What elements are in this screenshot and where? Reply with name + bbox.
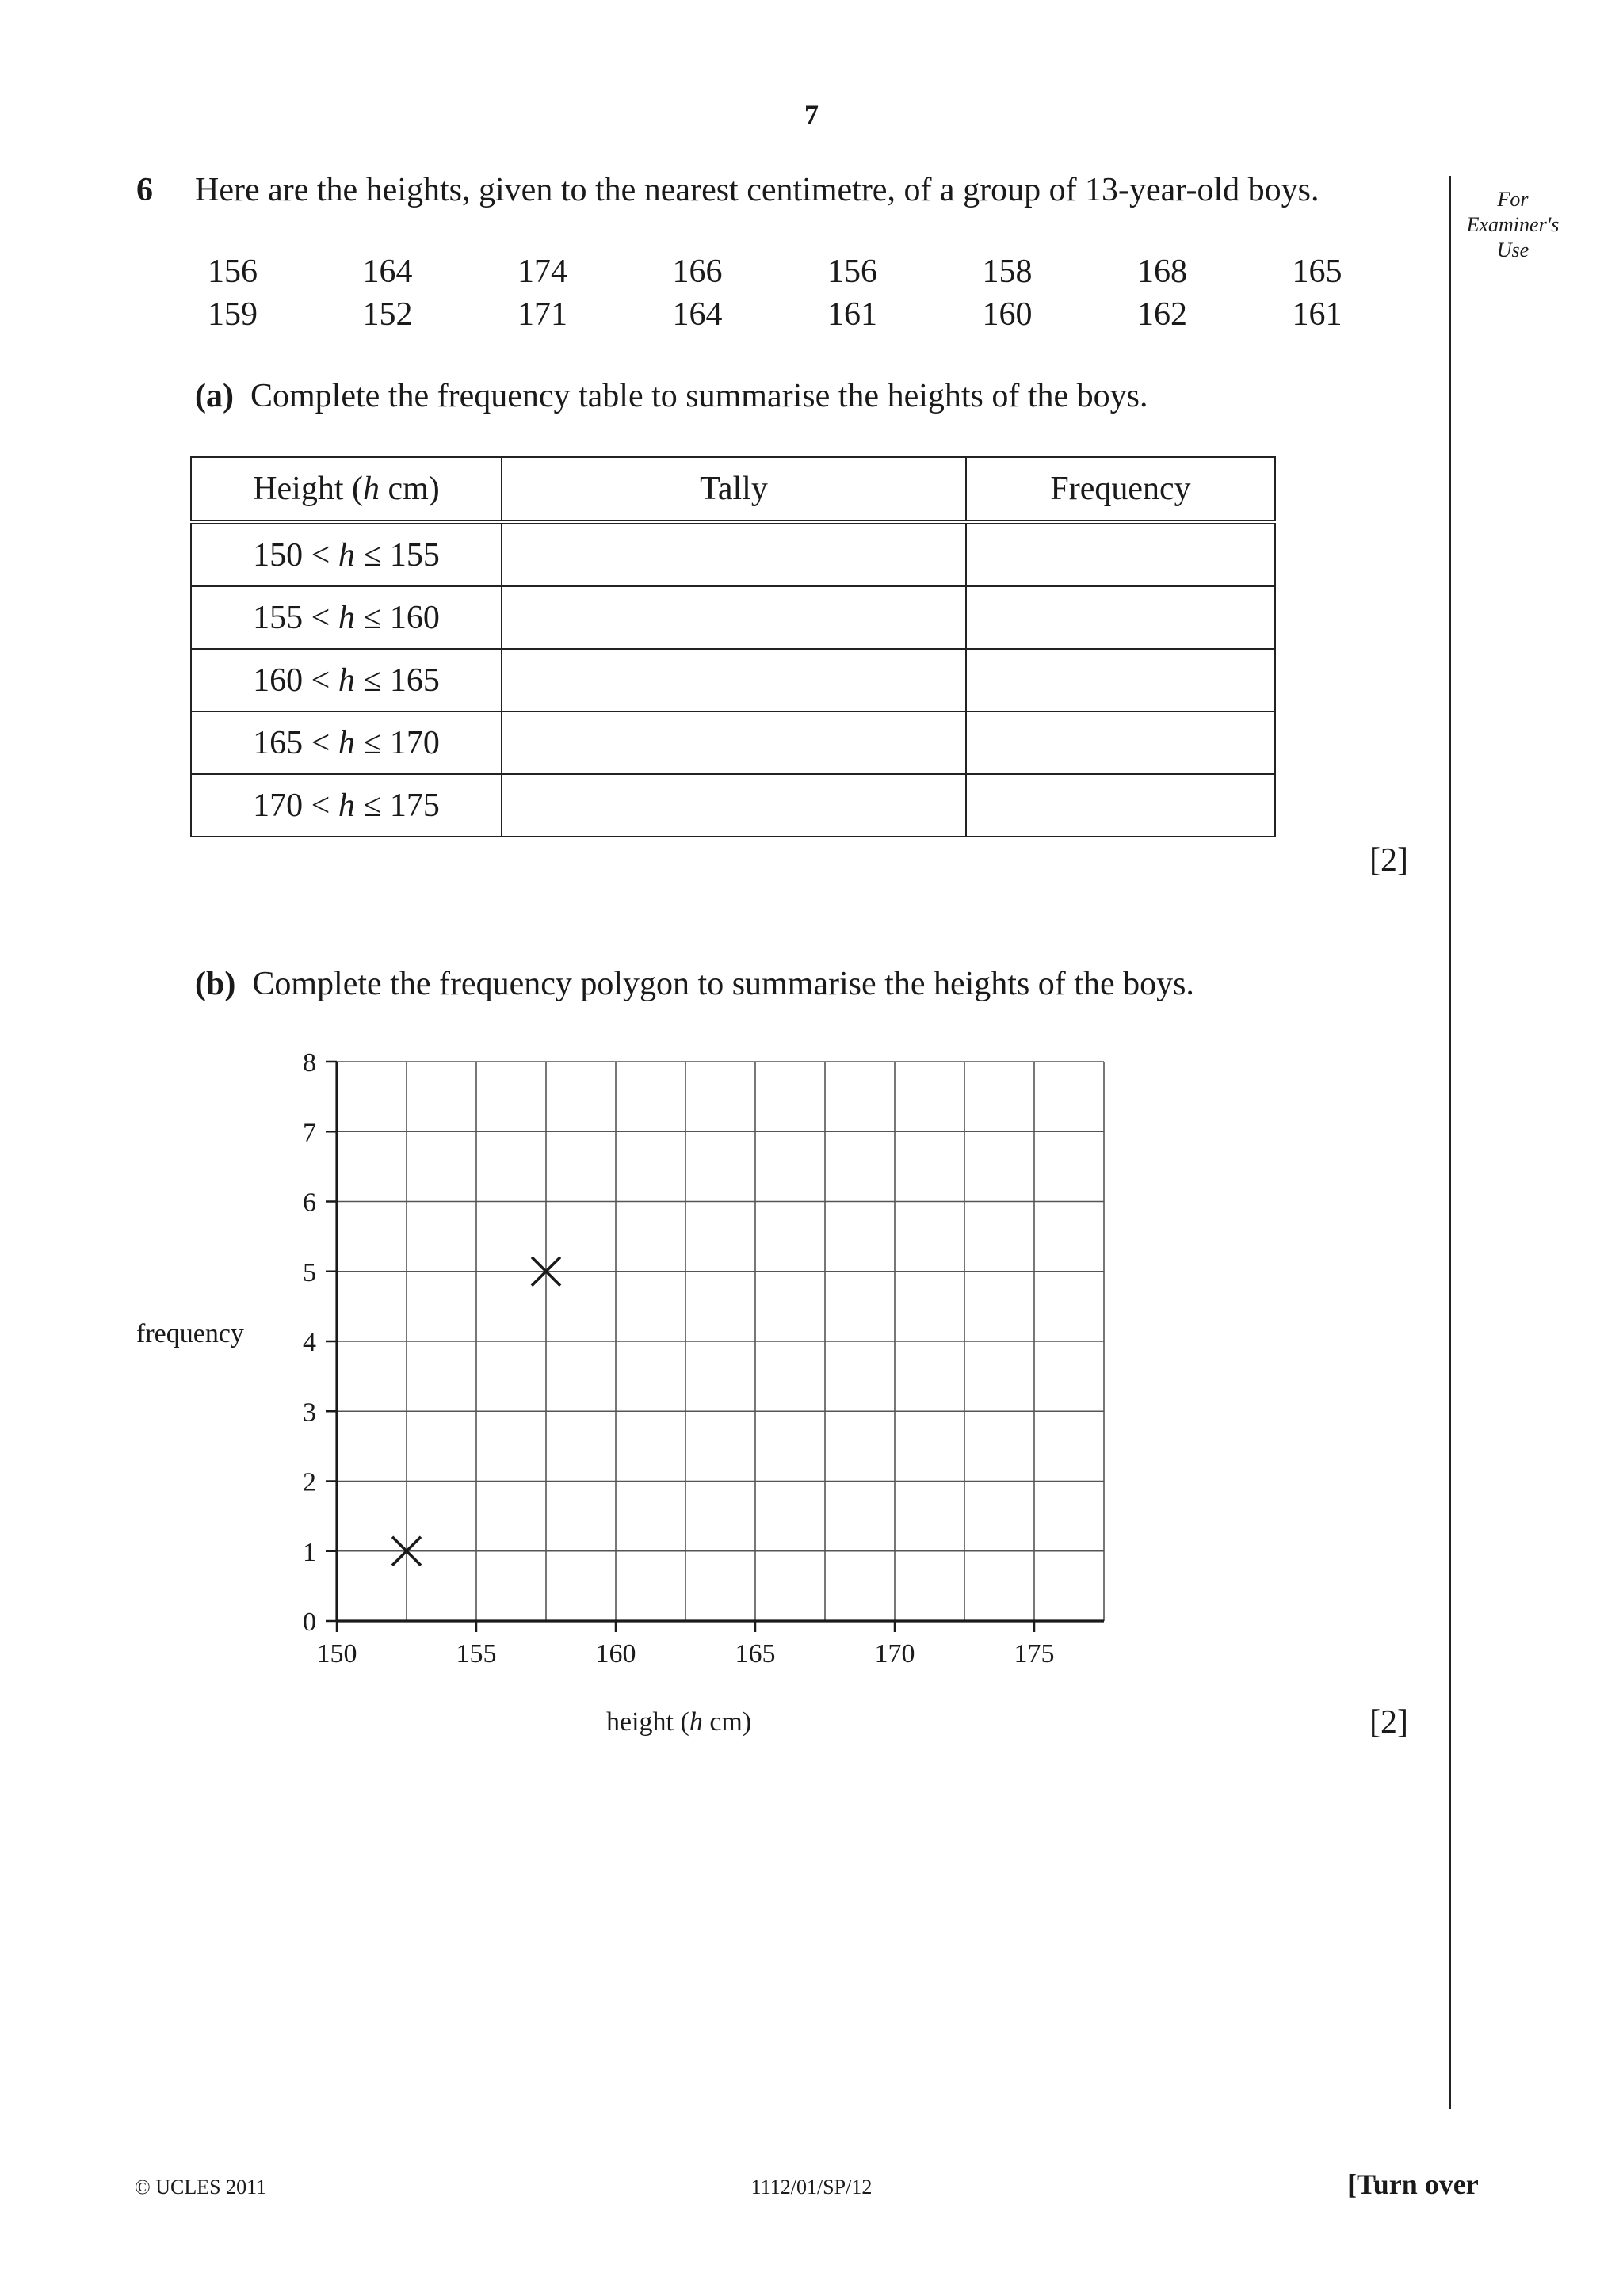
y-tick-label: 3 — [303, 1398, 316, 1428]
height-interval: 160 < h ≤ 165 — [191, 649, 502, 711]
cross-stroke — [532, 1257, 560, 1286]
footer-copyright: © UCLES 2011 — [135, 2176, 267, 2199]
height-value: 174 — [517, 254, 567, 290]
height-value: 160 — [982, 296, 1033, 333]
chart-ticks — [303, 1048, 1055, 1669]
turn-over: [Turn over — [1347, 2168, 1479, 2200]
y-tick-label: 4 — [303, 1328, 316, 1357]
tally-cell[interactable] — [502, 774, 966, 837]
part-a-marks: [2] — [1369, 842, 1408, 879]
table-row — [191, 774, 1275, 837]
header-tally: Tally — [502, 457, 966, 522]
height-value: 161 — [827, 296, 877, 333]
table-row — [191, 649, 1275, 711]
header-height: Height (h cm) — [191, 457, 502, 522]
height-value: 156 — [827, 254, 877, 290]
height-value: 159 — [208, 296, 258, 333]
height-value: 158 — [982, 254, 1033, 290]
chart-axes — [336, 1062, 1104, 1622]
frequency-input[interactable] — [967, 712, 1274, 773]
frequency-cell[interactable] — [966, 522, 1275, 586]
height-value: 162 — [1137, 296, 1187, 333]
height-value: 161 — [1292, 296, 1342, 333]
question-intro: Here are the heights, given to the nearest centimetre, of a group of 13-year-old boys. — [195, 172, 1319, 208]
table-row — [191, 586, 1275, 649]
y-tick-label: 0 — [303, 1608, 316, 1637]
chart-points — [392, 1257, 560, 1566]
frequency-cell[interactable] — [966, 586, 1275, 649]
frequency-table — [190, 456, 1276, 837]
y-tick-label: 1 — [303, 1537, 316, 1567]
tally-cell[interactable] — [502, 586, 966, 649]
tally-cell[interactable] — [502, 711, 966, 774]
y-tick-label: 2 — [303, 1467, 316, 1497]
x-tick-label: 150 — [316, 1639, 357, 1669]
plotted-cross-point — [532, 1257, 560, 1286]
part-b-marks: [2] — [1369, 1704, 1408, 1741]
height-value: 156 — [208, 254, 258, 290]
examiner-use-note: For Examiner's Use — [1466, 188, 1560, 261]
height-value: 166 — [672, 254, 723, 290]
frequency-cell[interactable] — [966, 774, 1275, 837]
plotted-cross-point — [392, 1537, 421, 1566]
height-interval: 170 < h ≤ 175 — [191, 774, 502, 837]
tally-input[interactable] — [502, 775, 965, 836]
frequency-input[interactable] — [967, 524, 1274, 585]
part-b-instruction — [195, 965, 1194, 1003]
part-b-label: (b) — [195, 966, 236, 1002]
height-value: 164 — [672, 296, 723, 333]
tally-input[interactable] — [502, 712, 965, 773]
height-value: 165 — [1292, 254, 1342, 290]
y-tick-label: 5 — [303, 1257, 316, 1287]
y-tick-label: 7 — [303, 1118, 316, 1148]
frequency-input[interactable] — [967, 650, 1274, 711]
y-tick-label: 8 — [303, 1048, 316, 1077]
part-a-instruction — [195, 377, 1148, 415]
cross-stroke — [392, 1537, 421, 1566]
height-interval: 150 < h ≤ 155 — [191, 522, 502, 586]
part-a-label: (a) — [195, 378, 234, 414]
question-number: 6 — [136, 172, 153, 208]
part-b-text: Complete the frequency polygon to summarise the heights of the boys. — [252, 966, 1194, 1002]
part-a-text: Complete the frequency table to summarise the heights of the boys. — [250, 378, 1148, 414]
tally-input[interactable] — [502, 524, 965, 585]
frequency-input[interactable] — [967, 587, 1274, 648]
y-tick-label: 6 — [303, 1188, 316, 1218]
table-row — [191, 711, 1275, 774]
tally-cell[interactable] — [502, 649, 966, 711]
frequency-cell[interactable] — [966, 649, 1275, 711]
height-value: 171 — [517, 296, 567, 333]
x-tick-label: 160 — [595, 1639, 636, 1669]
page-number: 7 — [804, 99, 819, 131]
x-axis-label: height (h cm) — [606, 1707, 752, 1737]
height-interval: 165 < h ≤ 170 — [191, 711, 502, 774]
tally-input[interactable] — [502, 587, 965, 648]
tally-cell[interactable] — [502, 522, 966, 586]
heights-data — [208, 252, 1381, 334]
x-tick-label: 155 — [456, 1639, 497, 1669]
y-axis-label: frequency — [136, 1319, 244, 1348]
x-tick-label: 165 — [735, 1639, 776, 1669]
chart-grid — [337, 1062, 1104, 1621]
margin-rule — [1449, 176, 1451, 2109]
footer-code: 1112/01/SP/12 — [750, 2176, 873, 2199]
height-interval: 155 < h ≤ 160 — [191, 586, 502, 649]
height-value: 168 — [1137, 254, 1187, 290]
cross-stroke — [392, 1537, 421, 1566]
cross-stroke — [532, 1257, 560, 1286]
tally-input[interactable] — [502, 650, 965, 711]
height-value: 164 — [362, 254, 413, 290]
x-tick-label: 175 — [1014, 1639, 1055, 1669]
header-frequency: Frequency — [966, 457, 1275, 522]
frequency-input[interactable] — [967, 775, 1274, 836]
frequency-cell[interactable] — [966, 711, 1275, 774]
x-tick-label: 170 — [874, 1639, 915, 1669]
table-row — [191, 522, 1275, 586]
height-value: 152 — [362, 296, 413, 333]
